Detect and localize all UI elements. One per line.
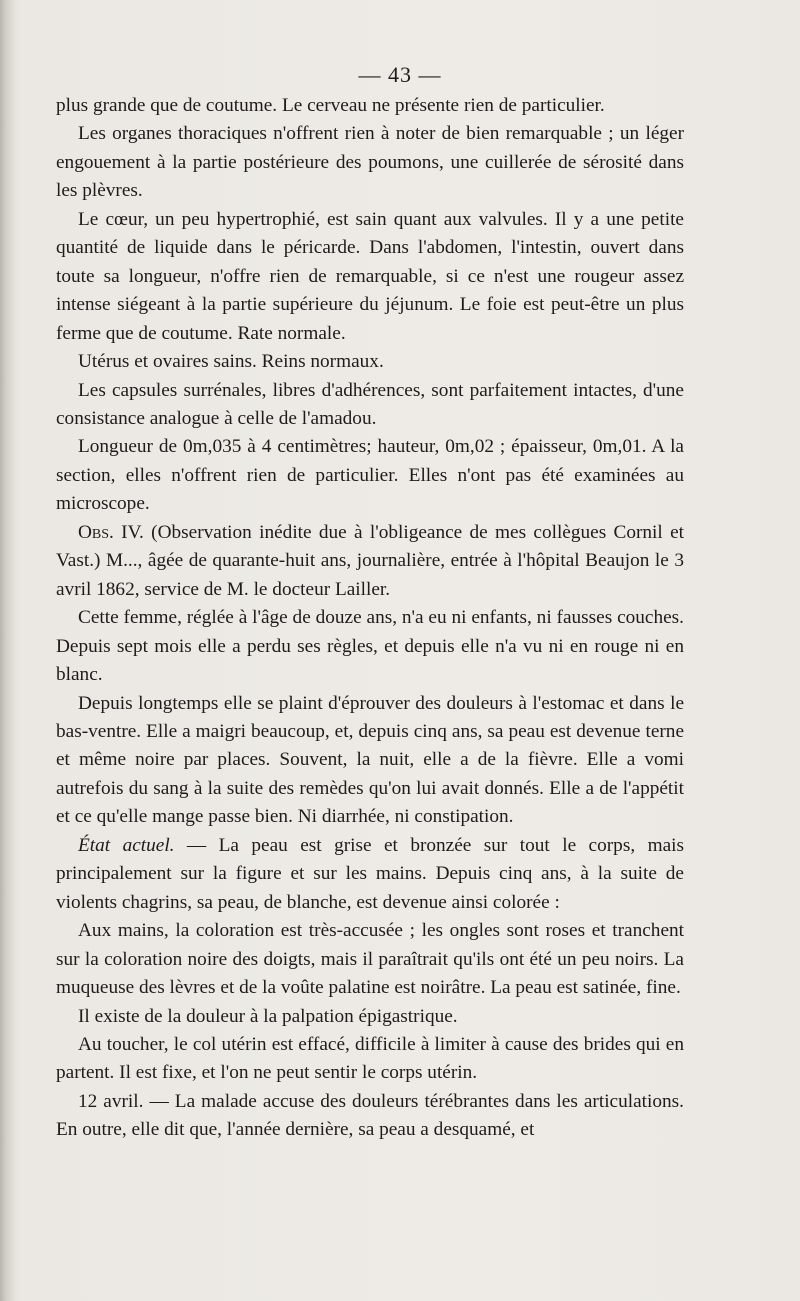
paragraph-uterus-kidneys [56,348,684,376]
paragraph-text: Les organes thoraciques n'offrent rien à noter de bien remarquable ; un léger engouement à la partie postérieure des poumons, une cuillerée de sérosité dans les plèvres. [56,123,684,202]
paragraph-observation-iv [56,519,684,604]
paragraph-text: Le cœur, un peu hypertrophié, est sain quant aux valvules. Il y a une petite quantité de liquide dans le péricarde. Dans l'abdomen, l'intestin, ouvert dans toute sa longueur, n'offre rien de remarquable, si ce n'est une rougeur assez intense siégeant à la partie supérieure du jéjunum. Le foie est peut-être un plus ferme que de coutume. Rate normale. [56,208,684,344]
paragraph-text: Aux mains, la coloration est très-accusée ; les ongles sont roses et tranchent sur la coloration noire des doigts, mais il paraîtrait qu'ils ont été un peu noirs. La muqueuse des lèvres et de la voûte palatine est noirâtre. La peau est satinée, fine. [56,920,684,999]
paragraph-text: plus grande que de coutume. Le cerveau ne présente rien de particulier. [56,95,605,116]
paragraph-hands-coloration [56,917,684,1002]
paragraph-brain [56,92,684,120]
paragraph-text: (Observation inédite due à l'obligeance de mes collègues Cornil et Vast.) M..., âgée de quarante-huit ans, journalière, entrée à l'hôpital Beaujon le 3 avril 1862, service de M. le docteur Lailler. [56,521,684,600]
paragraph-adrenal-capsules [56,377,684,434]
paragraph-text: — La peau est grise et bronzée sur tout le corps, mais principalement sur la figure et sur les mains. Depuis cinq ans, à la suite de violents chagrins, sa peau, de blanche, est devenue ainsi colorée : [56,834,684,913]
binding-edge [0,0,14,1301]
paragraph-text: Longueur de 0m,035 à 4 centimètres; hauteur, 0m,02 ; épaisseur, 0m,01. A la section, elles n'offrent rien de particulier. Elles n'ont pas été examinées au microscope. [56,436,684,515]
paragraph-text: 12 avril. — La malade accuse des douleurs térébrantes dans les articulations. En outre, elle dit que, l'année dernière, sa peau a desquamé, et [56,1090,684,1141]
paragraph-text: Utérus et ovaires sains. Reins normaux. [78,351,384,373]
paragraph-text: Au toucher, le col utérin est effacé, difficile à limiter à cause des brides qui en partent. Il est fixe, et l'on ne peut sentir le corps utérin. [56,1033,684,1084]
page-number: — 43 — [358,62,442,87]
paragraph-symptoms [56,690,684,832]
paragraph-patient-history [56,604,684,689]
paragraph-april-12 [56,1088,684,1145]
paragraph-text: Cette femme, réglée à l'âge de douze ans, n'a eu ni enfants, ni fausses couches. Depuis sept mois elle a perdu ses règles, et depuis elle n'a vu ni en rouge ni en blanc. [56,607,684,686]
paragraph-text: Il existe de la douleur à la palpation épigastrique. [78,1005,458,1027]
paragraph-current-state [56,832,684,917]
paragraph-epigastric-pain [56,1003,684,1031]
paragraph-uterine-exam [56,1031,684,1088]
observation-heading: Obs. IV. [78,521,144,543]
paragraph-text: Les capsules surrénales, libres d'adhérences, sont parfaitement intactes, d'une consistance analogue à celle de l'amadou. [56,379,684,429]
body-text [56,92,684,1145]
paragraph-heart-abdomen [56,206,684,348]
paragraph-thoracic-organs [56,120,684,205]
paragraph-measurements [56,433,684,518]
section-heading: État actuel. [78,834,175,856]
paragraph-text: Depuis longtemps elle se plaint d'éprouver des douleurs à l'estomac et dans le bas-ventre. Elle a maigri beaucoup, et, depuis cinq ans, sa peau est devenue terne et même noire par places. Souvent, la nuit, elle a de la fièvre. Elle a vomi autrefois du sang à la suite des remèdes qu'on lui avait donnés. Elle a de l'appétit et ce qu'elle mange passe bien. Ni diarrhée, ni constipation. [56,692,684,828]
